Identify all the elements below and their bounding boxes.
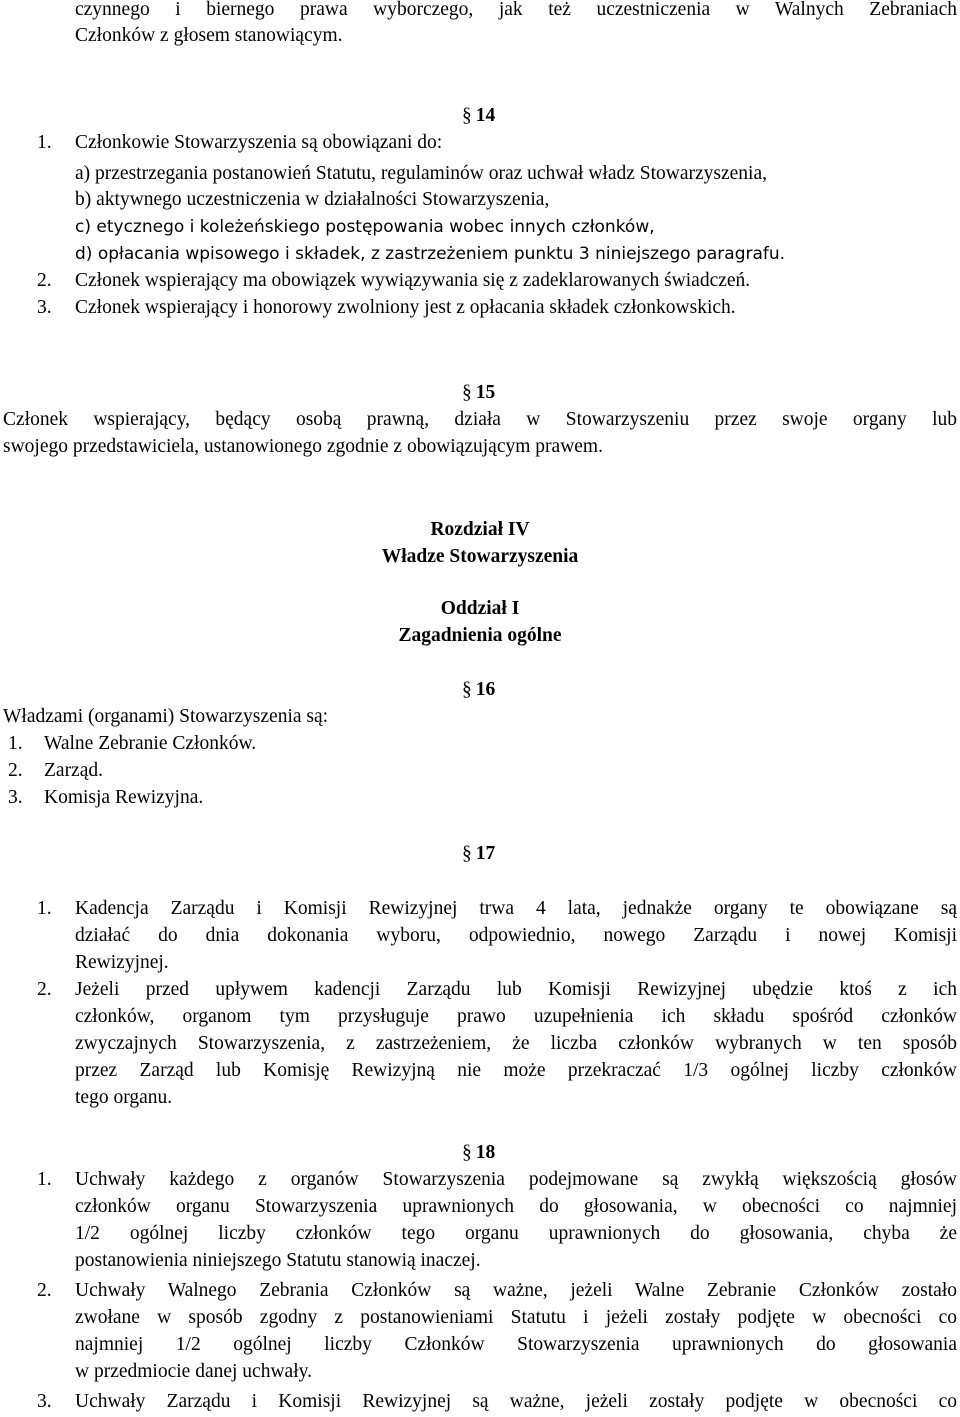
- list-number: 1.: [37, 898, 52, 919]
- division-subtitle: Zagadnienia ogólne: [398, 625, 562, 646]
- paragraph-line: postanowienia niniejszego Statutu stanowią inaczej.: [75, 1250, 481, 1271]
- list-number: 2.: [37, 1280, 52, 1301]
- paragraph-line: Uchwały Zarządu i Komisji Rewizyjnej są ważne, jeżeli zostały podjęte w obecności co: [75, 1391, 957, 1412]
- list-item: a) przestrzegania postanowień Statutu, regulaminów oraz uchwał władz Stowarzyszenia,: [75, 163, 767, 184]
- paragraph-line: członków, organom tym przysługuje prawo uzupełnienia ich składu spośród członków: [75, 1006, 957, 1027]
- section-number: 18: [475, 1142, 496, 1163]
- list-number: 2.: [8, 760, 23, 781]
- paragraph-line: swojego przedstawiciela, ustanowionego zgodnie z obowiązującym prawem.: [3, 436, 603, 457]
- paragraph-line: przez Zarząd lub Komisję Rewizyjną nie może przekraczać 1/3 ogólnej liczby członków: [75, 1060, 957, 1081]
- list-item: b) aktywnego uczestniczenia w działalności Stowarzyszenia,: [75, 189, 550, 210]
- paragraph-line: członków organu Stowarzyszenia uprawnionych do głosowania, w obecności co najmniej: [75, 1196, 957, 1217]
- section-number: 16: [475, 679, 496, 700]
- paragraph-line: Uchwały Walnego Zebrania Członków są ważne, jeżeli Walne Zebranie Członków zostało: [75, 1280, 957, 1301]
- paragraph-line: Członek wspierający, będący osobą prawną, działa w Stowarzyszeniu przez swoje organy lub: [3, 409, 957, 430]
- paragraph-line: zwyczajnych Stowarzyszenia, z zastrzeżeniem, że liczba członków wybranych w ten sposób: [75, 1033, 957, 1054]
- section-heading: [462, 677, 495, 703]
- paragraph-line: czynnego i biernego prawa wyborczego, jak też uczestniczenia w Walnych Zebraniach: [75, 0, 957, 20]
- list-item: Walne Zebranie Członków.: [44, 733, 257, 754]
- paragraph-line: Członek wspierający i honorowy zwolniony jest z opłacania składek członkowskich.: [75, 297, 736, 318]
- section-sign-icon: §: [462, 679, 472, 700]
- chapter-subtitle: Władze Stowarzyszenia: [381, 546, 579, 567]
- list-number: 1.: [37, 132, 52, 153]
- list-number: 3.: [8, 787, 23, 808]
- list-number: 1.: [37, 1169, 52, 1190]
- list-number: 2.: [37, 270, 52, 291]
- paragraph-line: Jeżeli przed upływem kadencji Zarządu lub Komisji Rewizyjnej ubędzie ktoś z ich: [75, 979, 957, 1000]
- section-heading: [462, 1140, 495, 1166]
- paragraph-line: Członków z głosem stanowiącym.: [75, 25, 343, 46]
- paragraph-line: w przedmiocie danej uchwały.: [75, 1361, 312, 1382]
- list-number: 3.: [37, 1391, 52, 1412]
- chapter-title: Rozdział IV: [430, 519, 530, 540]
- list-item: Komisja Rewizyjna.: [44, 787, 204, 808]
- section-heading: [462, 841, 495, 867]
- section-sign-icon: §: [462, 105, 472, 126]
- paragraph-line: Członek wspierający ma obowiązek wywiązywania się z zadeklarowanych świadczeń.: [75, 270, 751, 291]
- list-number: 1.: [8, 733, 23, 754]
- list-item: c) etycznego i koleżeńskiego postępowania wobec innych członków,: [75, 217, 655, 237]
- list-number: 3.: [37, 297, 52, 318]
- section-heading: [462, 103, 495, 129]
- paragraph-line: tego organu.: [75, 1087, 173, 1108]
- paragraph-line: Uchwały każdego z organów Stowarzyszenia podejmowane są zwykłą większością głosów: [75, 1169, 957, 1190]
- paragraph-line: zwołane w sposób zgodny z postanowieniami Statutu i jeżeli zostały podjęte w obecności co: [75, 1307, 957, 1328]
- list-item: d) opłacania wpisowego i składek, z zastrzeżeniem punktu 3 niniejszego paragrafu.: [75, 244, 786, 264]
- paragraph-line: najmniej 1/2 ogólnej liczby Członków Stowarzyszenia uprawnionych do głosowania: [75, 1334, 957, 1355]
- paragraph-line: działać do dnia dokonania wyboru, odpowiednio, nowego Zarządu i nowej Komisji: [75, 925, 957, 946]
- section-sign-icon: §: [462, 843, 472, 864]
- paragraph-line: Kadencja Zarządu i Komisji Rewizyjnej trwa 4 lata, jednakże organy te obowiązane są: [75, 898, 957, 919]
- section-heading: [462, 380, 495, 406]
- section-sign-icon: §: [462, 1142, 472, 1163]
- paragraph-line: 1/2 ogólnej liczby członków tego organu uprawnionych do głosowania, chyba że: [75, 1223, 957, 1244]
- paragraph-line: Członkowie Stowarzyszenia są obowiązani do:: [75, 132, 443, 153]
- paragraph-line: Rewizyjnej.: [75, 952, 169, 973]
- list-number: 2.: [37, 979, 52, 1000]
- section-number: 17: [475, 843, 496, 864]
- paragraph-line: Władzami (organami) Stowarzyszenia są:: [3, 706, 329, 727]
- section-sign-icon: §: [462, 382, 472, 403]
- section-number: 15: [475, 382, 496, 403]
- section-number: 14: [475, 105, 496, 126]
- division-title: Oddział I: [440, 598, 520, 619]
- list-item: Zarząd.: [44, 760, 103, 781]
